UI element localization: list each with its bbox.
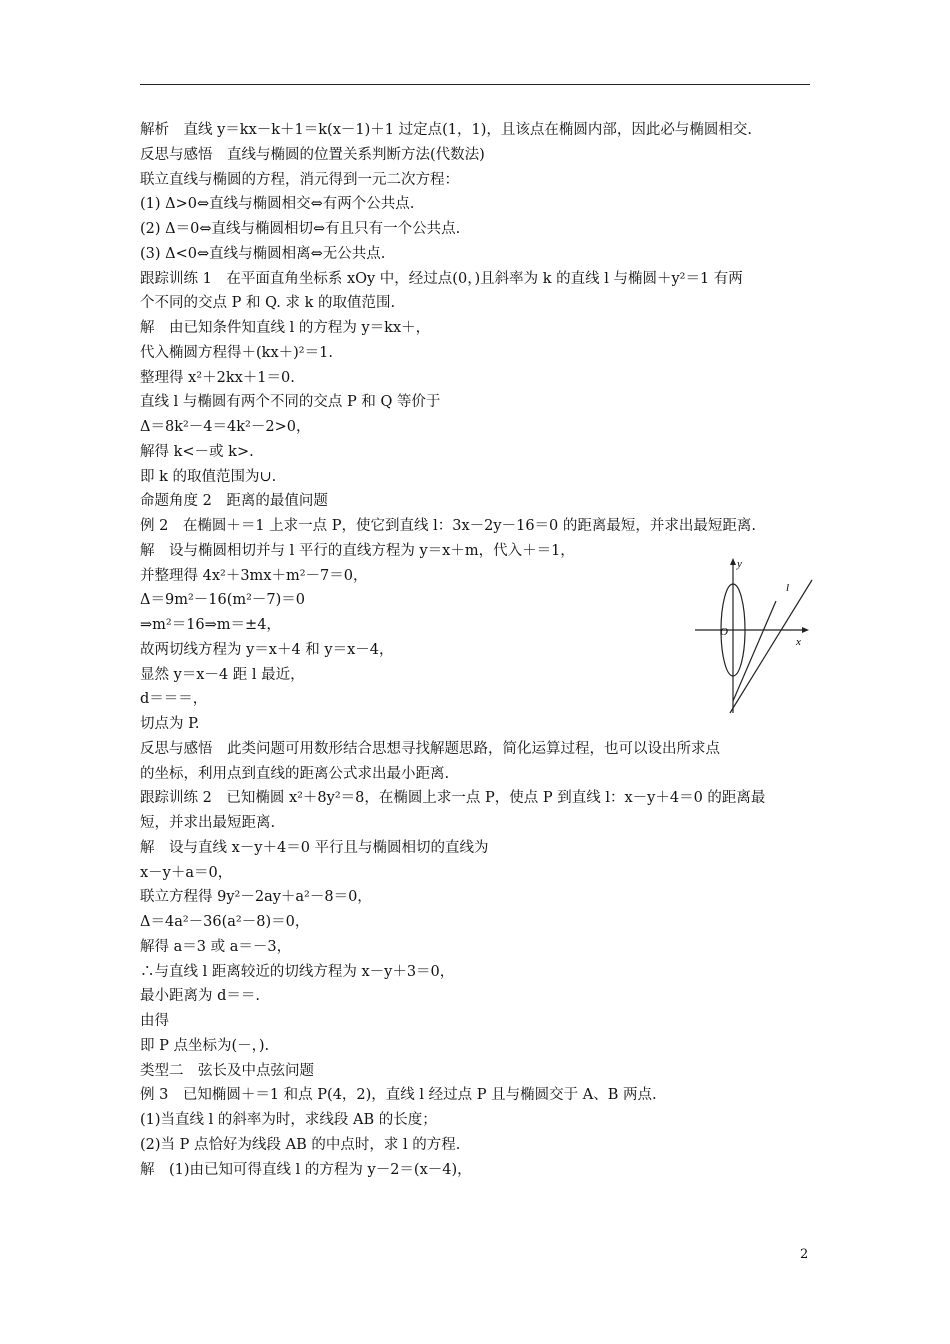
text-line: (2)当 P 点恰好为线段 AB 的中点时，求 l 的方程.	[140, 1136, 461, 1153]
text-line: 类型二 弦长及中点弦问题	[140, 1062, 314, 1079]
text-line: 例 2 在椭圆＋＝1 上求一点 P，使它到直线 l：3x－2y－16＝0 的距离最短，并求出最短距离.	[140, 518, 756, 534]
text-line: 例 3 已知椭圆＋＝1 和点 P(4，2)，直线 l 经过点 P 且与椭圆交于 A、B 两点.	[140, 1087, 657, 1104]
text-line: 即 k 的取值范围为∪.	[140, 468, 277, 485]
header-rule	[140, 84, 810, 85]
text-line: (1) Δ>0⇔直线与椭圆相交⇔有两个公共点.	[140, 196, 415, 213]
text-line: 解得 a＝3 或 a＝－3，	[140, 938, 292, 955]
text-line: 短，并求出最短距离.	[140, 815, 276, 831]
text-line: (3) Δ<0⇔直线与椭圆相离⇔无公共点.	[140, 245, 386, 262]
label-l: l	[786, 582, 790, 594]
text-line: x－y＋a＝0，	[140, 864, 233, 881]
text-line: Δ＝8k²－4＝4k²－2>0，	[140, 419, 311, 435]
text-line: 个不同的交点 P 和 Q. 求 k 的取值范围.	[140, 295, 396, 312]
label-x: x	[796, 636, 801, 648]
text-line: 显然 y＝x－4 距 l 最近，	[140, 666, 305, 683]
ellipse-tangent-figure	[690, 553, 815, 718]
text-line: 即 P 点坐标为(－，).	[140, 1037, 270, 1054]
tangent-line	[733, 601, 776, 701]
y-axis-arrow	[730, 558, 736, 565]
x-axis-arrow	[802, 627, 809, 633]
text-line: 由得	[140, 1013, 169, 1029]
text-line: 联立方程得 9y²－2ay＋a²－8＝0，	[140, 889, 372, 906]
page-number: 2	[800, 1247, 809, 1262]
text-line: 解 设与直线 x－y＋4＝0 平行且与椭圆相切的直线为	[140, 839, 489, 856]
text-line: d＝＝＝，	[140, 691, 208, 708]
text-line: 反思与感悟 此类问题可用数形结合思想寻找解题思路，简化运算过程，也可以设出所求点	[140, 740, 720, 757]
text-line: 代入椭圆方程得＋(kx＋)²＝1.	[140, 344, 333, 361]
text-line: ∴与直线 l 距离较近的切线方程为 x－y＋3＝0，	[140, 963, 455, 980]
text-line: ⇒m²＝16⇒m＝±4，	[140, 617, 281, 633]
text-line: 切点为 P.	[140, 716, 200, 732]
text-line: 解 设与椭圆相切并与 l 平行的直线方程为 y＝x＋m，代入＋＝1，	[140, 542, 575, 559]
text-line: 故两切线方程为 y＝x＋4 和 y＝x－4，	[140, 641, 394, 658]
label-origin: O	[720, 626, 728, 638]
text-line: Δ＝4a²－36(a²－8)＝0，	[140, 914, 310, 930]
text-line: (1)当直线 l 的斜率为时，求线段 AB 的长度；	[140, 1112, 437, 1128]
text-line: 反思与感悟 直线与椭圆的位置关系判断方法(代数法)	[140, 146, 485, 163]
text-line: 的坐标，利用点到直线的距离公式求出最小距离.	[140, 765, 450, 782]
text-line: 解析 直线 y＝kx－k＋1＝k(x－1)＋1 过定点(1，1)，且该点在椭圆内部，因此必与椭圆相交.	[140, 122, 752, 138]
text-line: 直线 l 与椭圆有两个不同的交点 P 和 Q 等价于	[140, 394, 441, 411]
text-line: 跟踪训练 1 在平面直角坐标系 xOy 中，经过点(0，)且斜率为 k 的直线 l 与椭圆＋y²＝1 有两	[140, 270, 743, 287]
text-line: 命题角度 2 距离的最值问题	[140, 493, 328, 510]
text-line: 解 (1)由已知可得直线 l 的方程为 y－2＝(x－4)，	[140, 1161, 472, 1178]
text-line: 解得 k<－或 k>.	[140, 443, 254, 460]
text-line: 解 由已知条件知直线 l 的方程为 y＝kx＋，	[140, 320, 431, 336]
text-line: 并整理得 4x²＋3mx＋m²－7＝0，	[140, 567, 368, 584]
text-line: 整理得 x²＋2kx＋1＝0.	[140, 369, 295, 386]
text-line: 跟踪训练 2 已知椭圆 x²＋8y²＝8，在椭圆上求一点 P，使点 P 到直线 l：x－y＋4＝0 的距离最	[140, 790, 766, 807]
text-line: 最小距离为 d＝＝.	[140, 988, 260, 1005]
text-line: 联立直线与椭圆的方程，消元得到一元二次方程：	[140, 171, 459, 188]
text-line: Δ＝9m²－16(m²－7)＝0	[140, 592, 306, 609]
text-line: (2) Δ＝0⇔直线与椭圆相切⇔有且只有一个公共点.	[140, 221, 461, 237]
label-y: y	[737, 558, 742, 570]
